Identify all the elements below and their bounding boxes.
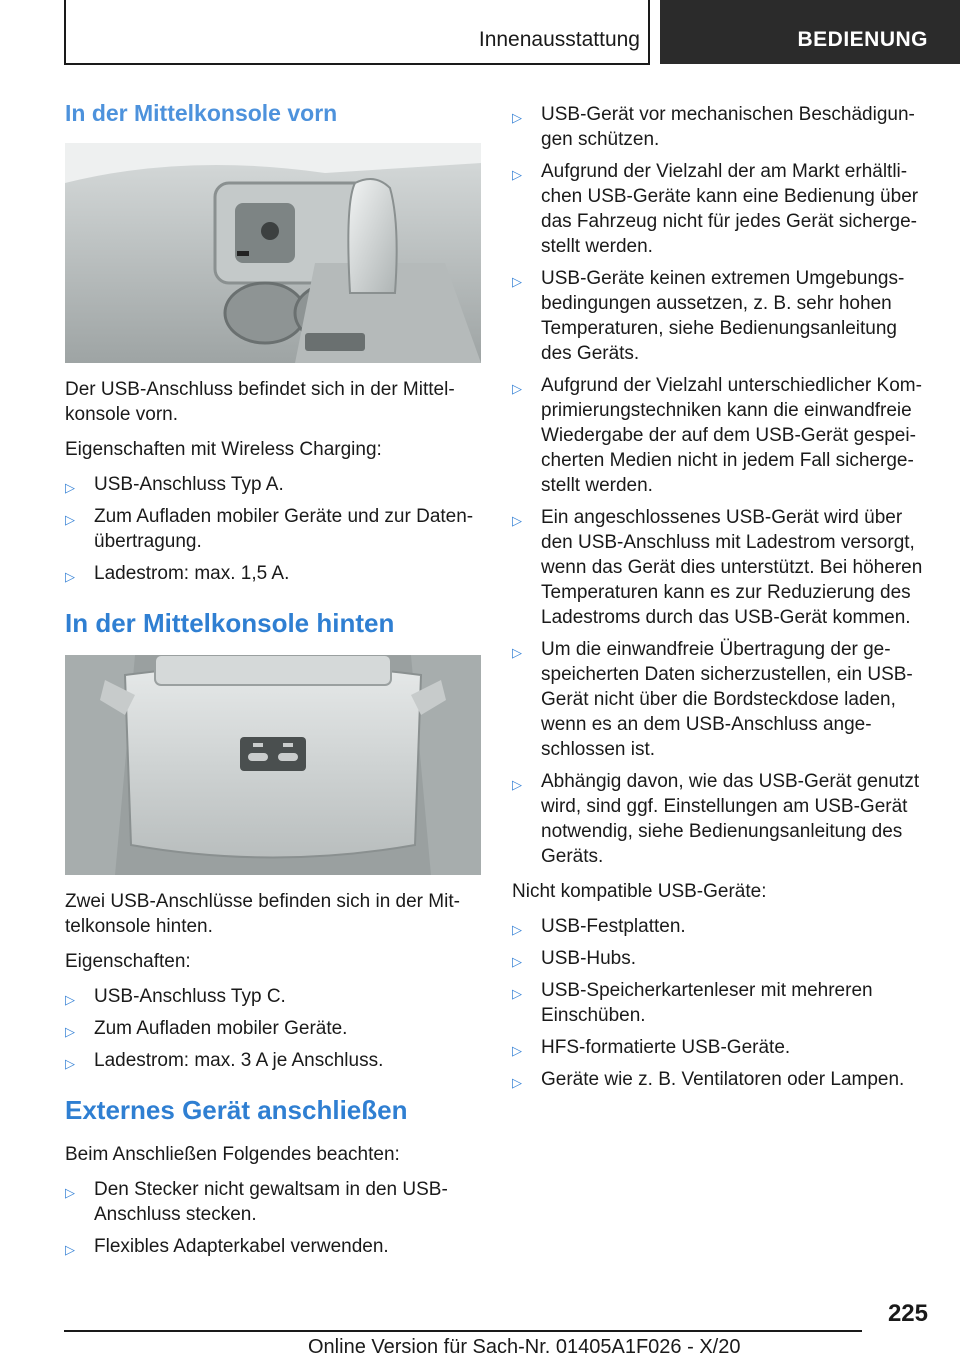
external-list <box>65 1177 481 1259</box>
external-intro: Beim Anschließen Folgendes beachten: <box>65 1144 400 1165</box>
right-column <box>512 102 932 1102</box>
header-separator <box>648 0 650 64</box>
list-item: ▷ USB-Gerät vor mechanischen Beschädigun-gen schützen. <box>512 104 915 150</box>
front-properties-list <box>65 472 481 586</box>
bullet-triangle-icon: ▷ <box>65 992 75 1007</box>
heading-external-device: Externes Gerät anschließen <box>65 1095 408 1125</box>
list-item: ▷ USB-Speicherkartenleser mit mehreren Einschüben. <box>512 980 873 1026</box>
usb-notes-list <box>512 102 932 869</box>
rear-console-photo <box>65 655 481 875</box>
header-chapter-tab[interactable] <box>660 0 960 64</box>
bullet-triangle-icon: ▷ <box>65 1242 75 1257</box>
bullet-triangle-icon: ▷ <box>512 1075 522 1090</box>
list-item: ▷ USB-Geräte keinen extremen Umgebungs-bedingungen aussetzen, z. B. sehr hohen Temperaturen, siehe Bedienungsanleitung des Geräts. <box>512 268 905 364</box>
header-left-rule <box>64 0 66 64</box>
heading-rear-console: In der Mittelkonsole hinten <box>65 608 395 638</box>
heading-front-console: In der Mittelkonsole vorn <box>65 100 338 126</box>
list-item: ▷ Abhängig davon, wie das USB-Gerät genutzt wird, sind ggf. Einstellungen am USB-Gerät notwendig, siehe Bedienungsanleitung des Geräts. <box>512 771 920 867</box>
list-item: ▷ Den Stecker nicht gewaltsam in den USB-Anschluss stecken. <box>65 1179 448 1225</box>
bullet-triangle-icon: ▷ <box>512 167 522 182</box>
bullet-triangle-icon: ▷ <box>512 922 522 937</box>
list-item: ▷ Geräte wie z. B. Ventilatoren oder Lampen. <box>512 1067 932 1092</box>
list-item: ▷ Flexibles Adapterkabel verwenden. <box>65 1234 481 1259</box>
bullet-triangle-icon: ▷ <box>512 777 522 792</box>
bullet-triangle-icon: ▷ <box>65 512 75 527</box>
footer-rule <box>64 1330 862 1332</box>
front-properties-label: Eigenschaften mit Wireless Charging: <box>65 439 382 460</box>
list-item: ▷ USB-Anschluss Typ A. <box>65 472 481 497</box>
bullet-triangle-icon: ▷ <box>65 1185 75 1200</box>
list-item: ▷ Zum Aufladen mobiler Geräte. <box>65 1016 481 1041</box>
footer-version-text: Online Version für Sach-Nr. 01405A1F026 - X/20 <box>308 1336 741 1358</box>
list-item: ▷ USB-Anschluss Typ C. <box>65 984 481 1009</box>
rear-properties-list <box>65 984 481 1073</box>
bullet-triangle-icon: ▷ <box>65 1056 75 1071</box>
bullet-triangle-icon: ▷ <box>512 954 522 969</box>
bullet-triangle-icon: ▷ <box>512 986 522 1001</box>
rear-properties-label: Eigenschaften: <box>65 951 191 972</box>
list-item: ▷ USB-Festplatten. <box>512 914 932 939</box>
rear-console-description: Zwei USB-Anschlüsse befinden sich in der Mit-telkonsole hinten. <box>65 891 460 937</box>
list-item: ▷ Ein angeschlossenes USB-Gerät wird über den USB-Anschluss mit Ladestrom versorgt, wenn das Gerät dies unterstützt. Bei höheren Temperaturen kann es zur Reduzierung des Ladestroms durch das USB-Gerät kommen. <box>512 507 923 628</box>
list-item: ▷ HFS-formatierte USB-Geräte. <box>512 1035 932 1060</box>
front-console-photo <box>65 143 481 363</box>
header-bottom-rule <box>64 63 650 65</box>
bullet-triangle-icon: ▷ <box>512 513 522 528</box>
bullet-triangle-icon: ▷ <box>512 381 522 396</box>
list-item: ▷ Aufgrund der Vielzahl unterschiedlicher Kom-primierungstechniken kann die einwandfreie Wiedergabe der auf dem USB-Gerät gespei-cherten Medien nicht in jedem Fall sicherge-stellt werden. <box>512 375 922 496</box>
incompatible-list <box>512 914 932 1092</box>
bullet-triangle-icon: ▷ <box>512 645 522 660</box>
list-item: ▷ Aufgrund der Vielzahl der am Markt erhältli-chen USB-Geräte kann eine Bedienung über das Fahrzeug nicht für jedes Gerät sicherge-stellt werden. <box>512 161 919 257</box>
left-column <box>65 100 481 1269</box>
bullet-triangle-icon: ▷ <box>65 1024 75 1039</box>
bullet-triangle-icon: ▷ <box>512 274 522 289</box>
header-section-title: Innenausstattung <box>478 28 640 51</box>
incompatible-label: Nicht kompatible USB-Geräte: <box>512 881 767 902</box>
page-number: 225 <box>887 1300 928 1327</box>
list-item: ▷ Ladestrom: max. 3 A je Anschluss. <box>65 1048 481 1073</box>
bullet-triangle-icon: ▷ <box>65 569 75 584</box>
bullet-triangle-icon: ▷ <box>512 1043 522 1058</box>
list-item: ▷ USB-Hubs. <box>512 946 932 971</box>
list-item: ▷ Um die einwandfreie Übertragung der ge-speicherten Daten sicherzustellen, ein USB-Gerät nicht über die Bordsteckdose laden, wenn es an dem USB-Anschluss ange-schlossen ist. <box>512 639 913 760</box>
header-chapter-label: BEDIENUNG <box>797 28 928 51</box>
front-console-description: Der USB-Anschluss befindet sich in der Mittel-konsole vorn. <box>65 379 455 425</box>
list-item: ▷ Ladestrom: max. 1,5 A. <box>65 561 481 586</box>
list-item: ▷ Zum Aufladen mobiler Geräte und zur Daten-übertragung. <box>65 506 474 552</box>
bullet-triangle-icon: ▷ <box>512 110 522 125</box>
bullet-triangle-icon: ▷ <box>65 480 75 495</box>
